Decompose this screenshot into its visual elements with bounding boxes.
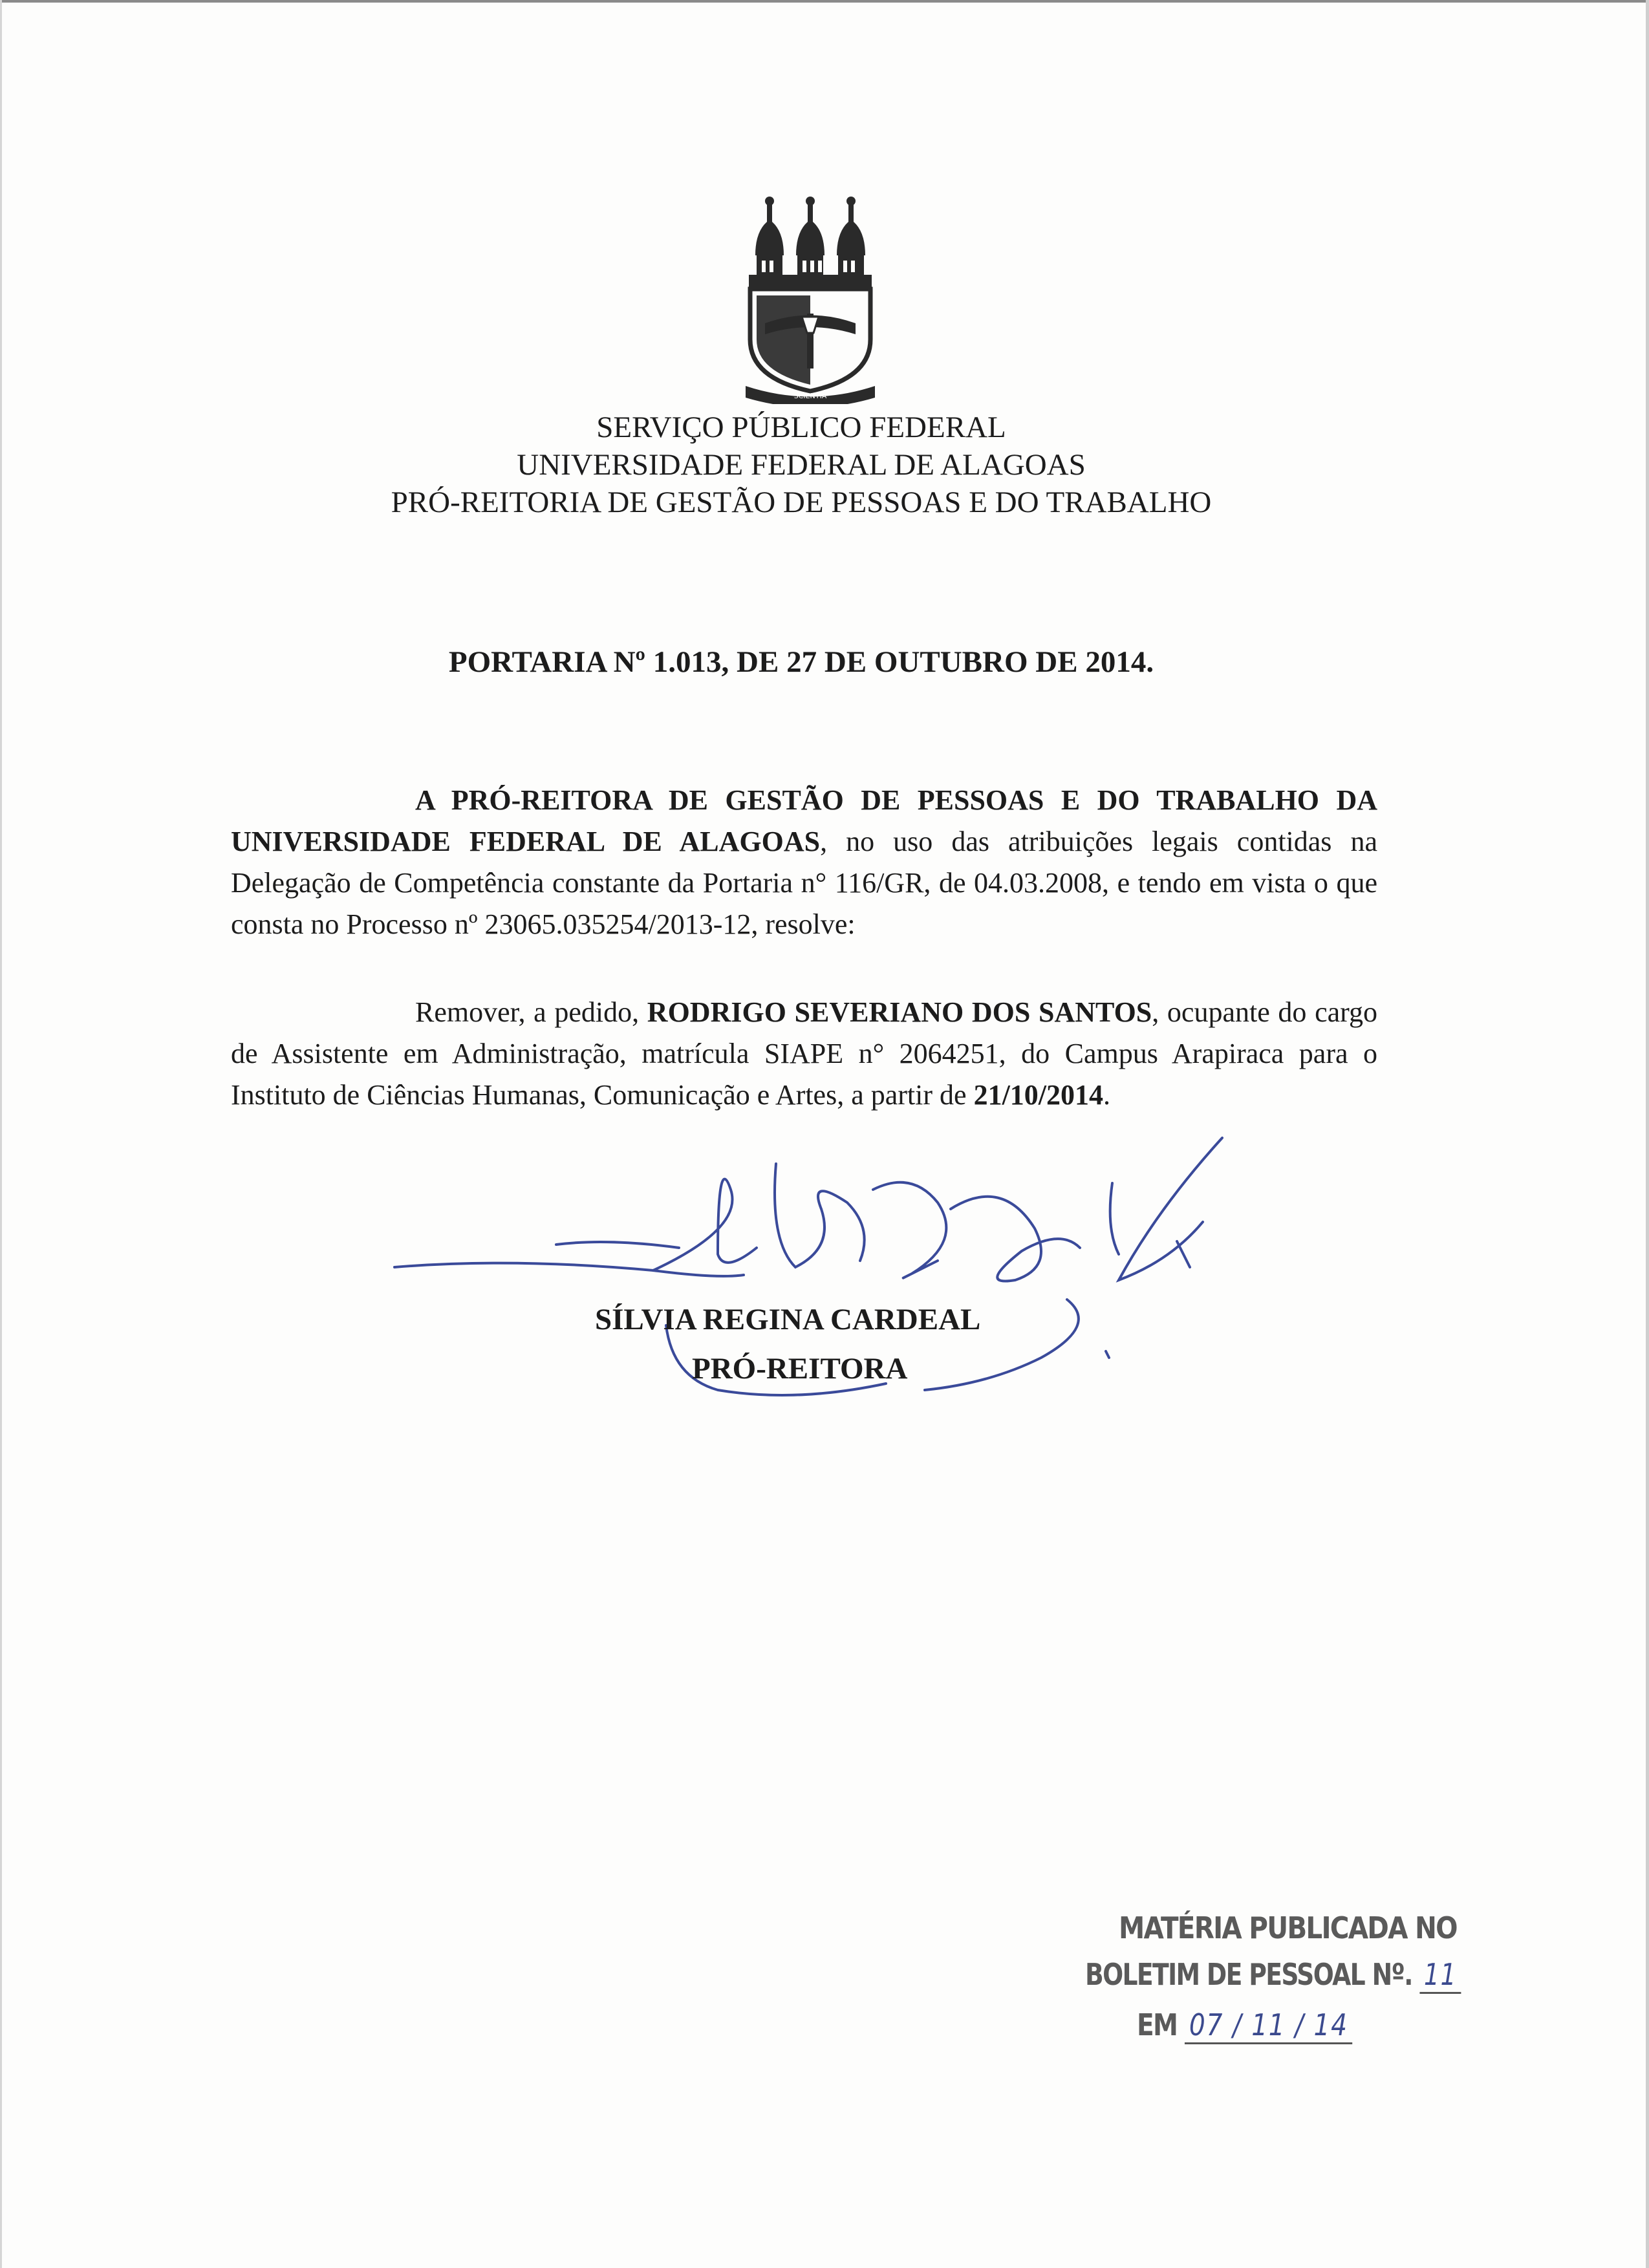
signer-name: SÍLVIA REGINA CARDEAL	[595, 1303, 981, 1336]
crest-motto: SCIENTIA	[793, 392, 827, 400]
stamp-bulletin-label: BOLETIM DE PESSOAL Nº.	[1085, 1957, 1412, 1992]
header-line-3: PRÓ-REITORIA DE GESTÃO DE PESSOAS E DO TRABALHO	[391, 486, 1212, 519]
stamp-bulletin-number: 11	[1419, 1957, 1461, 1994]
resolution-end: .	[1103, 1079, 1111, 1111]
paragraph-resolution	[231, 992, 1377, 1116]
scan-edge-left	[0, 0, 2, 2268]
employee-name: RODRIGO SEVERIANO DOS SANTOS	[647, 996, 1152, 1028]
scan-edge-right	[1646, 0, 1649, 2268]
stamp-date-label: EM	[1137, 2007, 1178, 2042]
stamp-date-value: 07 / 11 / 14	[1185, 2007, 1352, 2044]
publication-stamp	[1073, 1910, 1458, 2085]
stamp-line-3	[1137, 2007, 1352, 2042]
document-header	[0, 409, 1602, 521]
signer-block	[595, 1295, 980, 1393]
header-line-2: UNIVERSIDADE FEDERAL DE ALAGOAS	[517, 448, 1086, 482]
stamp-line-2	[1085, 1957, 1461, 1992]
scan-edge-top	[0, 0, 1649, 3]
portaria-title: PORTARIA Nº 1.013, DE 27 DE OUTUBRO DE 2014.	[448, 645, 1154, 679]
resolution-middle: , ocupante do cargo de Assistente em Administração, matrícula SIAPE n° 2064251, do Campus Arapiraca para o Instituto de Ciências Humanas, Comunicação e Artes, a partir de	[231, 996, 1377, 1111]
preamble-text: , no uso das atribuições legais contidas na Delegação de Competência constante da Portaria n° 116/GR, de 04.03.2008, e tendo em vista o que consta no Processo nº 23065.035254/2013-12, resolve:	[231, 826, 1378, 940]
ufal-crest-icon	[742, 184, 878, 404]
resolution-lead: Remover, a pedido,	[415, 996, 647, 1028]
paragraph-preamble	[231, 780, 1377, 945]
stamp-line-1: MATÉRIA PUBLICADA NO	[1119, 1910, 1457, 1945]
effective-date: 21/10/2014	[973, 1079, 1104, 1111]
header-line-1: SERVIÇO PÚBLICO FEDERAL	[596, 411, 1006, 444]
signer-role: PRÓ-REITORA	[692, 1352, 908, 1385]
preamble-bold-lead: A PRÓ-REITORA DE GESTÃO DE PESSOAS E DO TRABALHO DA UNIVERSIDADE FEDERAL DE ALAGOAS	[231, 784, 1377, 857]
